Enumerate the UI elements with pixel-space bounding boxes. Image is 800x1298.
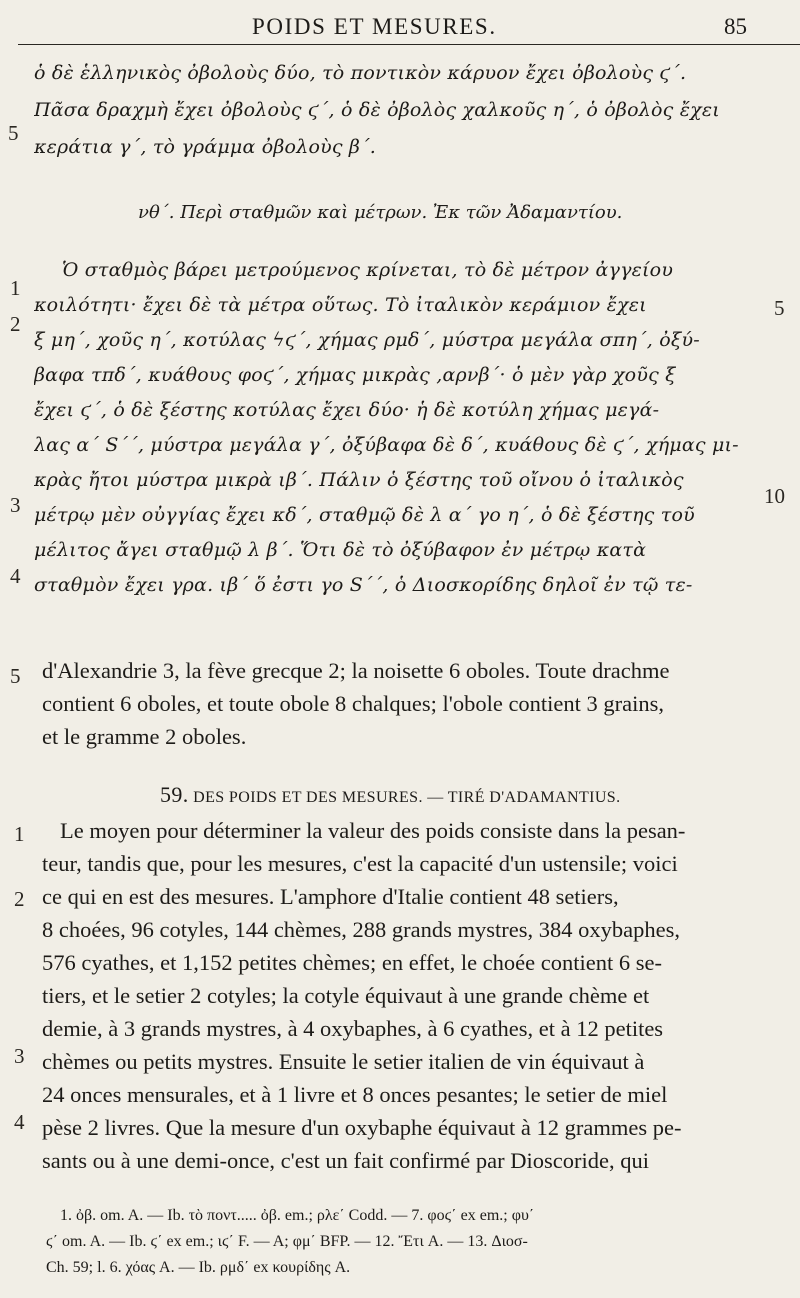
greek-top-line: κεράτια γ΄, τὸ γράμμα ὀβολοὺς β΄. [34,136,377,158]
french-top-line: d'Alexandrie 3, la fève grecque 2; la noisette 6 oboles. Toute drachme [42,658,670,683]
french-body-line: teur, tandis que, pour les mesures, c'est la capacité d'un ustensile; voici [42,851,678,876]
greek-body-line: μέτρῳ μὲν οὐγγίας ἔχει κδ΄, σταθμῷ δὲ λ α΄ γο η΄, ὁ δὲ ξέστης τοῦ [34,504,695,526]
french-body-line: 8 choées, 96 cotyles, 144 chèmes, 288 grands mystres, 384 oxybaphes, [42,917,680,942]
margin-number: 5 [8,121,19,145]
margin-number: 2 [10,312,21,336]
running-head-title: POIDS ET MESURES. [252,14,497,39]
margin-number: 5 [774,296,785,320]
greek-body-line: μέλιτος ἄγει σταθμῷ λ β΄. Ὅτι δὲ τὸ ὀξύβαφον ἐν μέτρῳ κατὰ [34,539,647,561]
french-body-line: 24 onces mensurales, et à 1 livre et 8 onces pesantes; le setier de miel [42,1082,668,1107]
margin-number: 10 [764,484,785,508]
margin-number: 2 [14,887,25,911]
greek-body-line: βαφα τπδ΄, κυάθους φοϛ΄, χήμας μικρὰς ,αρνβ΄· ὁ μὲν γὰρ χοῦς ξ [34,364,676,386]
french-body-line: sants ou à une demi-once, c'est un fait confirmé par Dioscoride, qui [42,1148,649,1173]
french-body-line: chèmes ou petits mystres. Ensuite le setier italien de vin équivaut à [42,1049,645,1074]
margin-number: 1 [14,822,25,846]
greek-body-line: κρὰς ἤτοι μύστρα μικρὰ ιβ΄. Πάλιν ὁ ξέστης τοῦ οἴνου ὁ ἰταλικὸς [34,469,684,491]
french-body-line: demie, à 3 grands mystres, à 4 oxybaphes, à 6 cyathes, et à 12 petites [42,1016,664,1041]
greek-body-line: σταθμὸν ἔχει γρα. ιβ΄ ὅ ἐστι γο S΄΄, ὁ Διοσκορίδης δηλοῖ ἐν τῷ τε- [34,574,693,596]
margin-number: 5 [10,664,21,688]
french-body-line: 576 cyathes, et 1,152 petites chèmes; en effet, le choée contient 6 se- [42,950,662,975]
margin-number: 1 [10,276,21,300]
header-rule [18,44,800,45]
french-body-line: Le moyen pour déterminer la valeur des poids consiste dans la pesan- [60,818,686,843]
margin-number: 3 [10,493,21,517]
margin-number: 4 [10,564,21,588]
greek-top-line: Πᾶσα δραχμὴ ἔχει ὀβολοὺς ϛ΄, ὁ δὲ ὀβολὸς χαλκοῦς η΄, ὁ ὀβολὸς ἔχει [34,99,720,121]
greek-body-line: ἔχει ϛ΄, ὁ δὲ ξέστης κοτύλας ἔχει δύο· ἡ δὲ κοτύλη χήμας μεγά- [34,399,660,421]
greek-body-line: κοιλότητι· ἔχει δὲ τὰ μέτρα οὕτως. Τὸ ἰταλικὸν κεράμιον ἔχει [34,294,647,316]
running-head [0,14,800,48]
section-title: DES POIDS ET DES MESURES. — TIRÉ D'ADAMANTIUS. [193,789,621,806]
margin-number: 4 [14,1110,25,1134]
footnote-line: Ch. 59; l. 6. χόας A. — Ib. ρμδ΄ ex κουρίδης A. [46,1259,351,1276]
greek-body-line: ξ μη΄, χοῦς η΄, κοτύλας ϟϛ΄, χήμας ρμδ΄, μύστρα μεγάλα σπη΄, ὀξύ- [34,329,700,351]
footnote-line: ϛ΄ om. A. — Ib. ϛ΄ ex em.; ιϛ΄ F. — A; φμ΄ BFP. — 12. Ἔτι A. — 13. Διοσ- [46,1233,528,1250]
margin-number: 3 [14,1044,25,1068]
french-top-line: contient 6 oboles, et toute obole 8 chalques; l'obole contient 3 grains, [42,691,665,716]
greek-body-line: λας α΄ S΄΄, μύστρα μεγάλα γ΄, ὀξύβαφα δὲ δ΄, κυάθους δὲ ϛ΄, χήμας μι- [34,434,739,456]
section-number: 59. [160,782,189,807]
footnote-line: 1. ὀβ. om. A. — Ib. τὸ ποντ..... ὀβ. em.; ρλε΄ Codd. — 7. φοϛ΄ ex em.; φυ΄ [60,1207,535,1224]
greek-body-line: Ὁ σταθμὸς βάρει μετρούμενος κρίνεται, τὸ δὲ μέτρον ἀγγείου [62,259,674,281]
french-body-line: tiers, et le setier 2 cotyles; la cotyle équivaut à une grande chème et [42,983,650,1008]
greek-section-heading: νθ΄. Περὶ σταθμῶν καὶ μέτρων. Ἐκ τῶν Ἀδαμαντίου. [138,202,623,223]
french-body-line: ce qui en est des mesures. L'amphore d'Italie contient 48 setiers, [42,884,619,909]
french-section-heading [160,782,621,808]
french-body-line: pèse 2 livres. Que la mesure d'un oxybaphe équivaut à 12 grammes pe- [42,1115,682,1140]
greek-top-line: ὁ δὲ ἑλληνικὸς ὀβολοὺς δύο, τὸ ποντικὸν κάρυον ἔχει ὀβολοὺς ϛ΄. [34,62,687,84]
page-number: 85 [724,14,747,39]
french-top-line: et le gramme 2 oboles. [42,724,247,749]
